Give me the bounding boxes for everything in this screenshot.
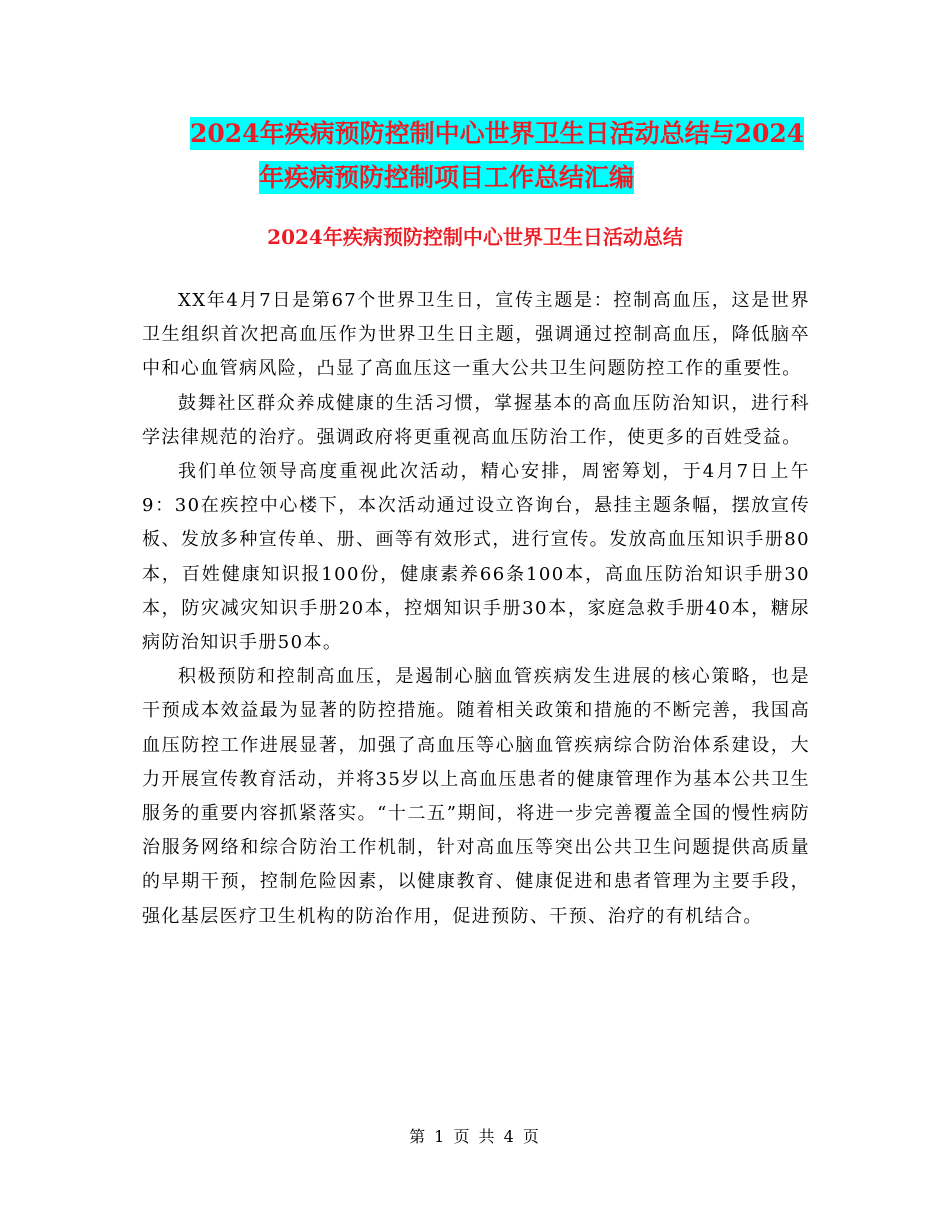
document-title-line-2 [140, 156, 840, 200]
page-number: 第 1 页 共 4 页 [409, 1127, 541, 1146]
section-title: 2024年疾病预防控制中心世界卫生日活动总结 [267, 225, 683, 249]
document-title-line-1 [140, 112, 840, 156]
document-title [140, 112, 840, 200]
paragraph-4: 积极预防和控制高血压，是遏制心脑血管疾病发生进展的核心策略，也是干预成本效益最为显著的防控措施。随着相关政策和措施的不断完善，我国高血压防控工作进展显著，加强了高血压等心脑血管疾病综合防治体系建设，大力开展宣传教育活动，并将35岁以上高血压患者的健康管理作为基本公共卫生服务的重要内容抓紧落实。“十二五”期间，将进一步完善覆盖全国的慢性病防治服务网络和综合防治工作机制，针对高血压等突出公共卫生问题提供高质量的早期干预，控制危险因素，以健康教育、健康促进和患者管理为主要手段，强化基层医疗卫生机构的防治作用，促进预防、干预、治疗的有机结合。 [142, 666, 810, 927]
body-text [142, 284, 810, 934]
title-highlight: 年疾病预防控制项目工作总结汇编 [259, 163, 635, 192]
paragraph-3: 我们单位领导高度重视此次活动，精心安排，周密筹划，于4月7日上午9：30在疾控中心楼下，本次活动通过设立咨询台，悬挂主题条幅，摆放宣传板、发放多种宣传单、册、画等有效形式，进行宣传。发放高血压知识手册80本，百姓健康知识报100份，健康素养66条100本，高血压防治知识手册30本，防灾减灾知识手册20本，控烟知识手册30本，家庭急救手册40本，糖尿病防治知识手册50本。 [142, 461, 810, 654]
paragraph-1: XX年4月7日是第67个世界卫生日，宣传主题是：控制高血压，这是世界卫生组织首次把高血压作为世界卫生日主题，强调通过控制高血压，降低脑卒中和心血管病风险，凸显了高血压这一重大公共卫生问题防控工作的重要性。 [142, 290, 810, 380]
paragraph-2: 鼓舞社区群众养成健康的生活习惯，掌握基本的高血压防治知识，进行科学法律规范的治疗。强调政府将更重视高血压防治工作，使更多的百姓受益。 [142, 392, 810, 448]
page-footer [0, 1126, 950, 1148]
title-highlight: 2024年疾病预防控制中心世界卫生日活动总结与2024 [190, 119, 805, 148]
